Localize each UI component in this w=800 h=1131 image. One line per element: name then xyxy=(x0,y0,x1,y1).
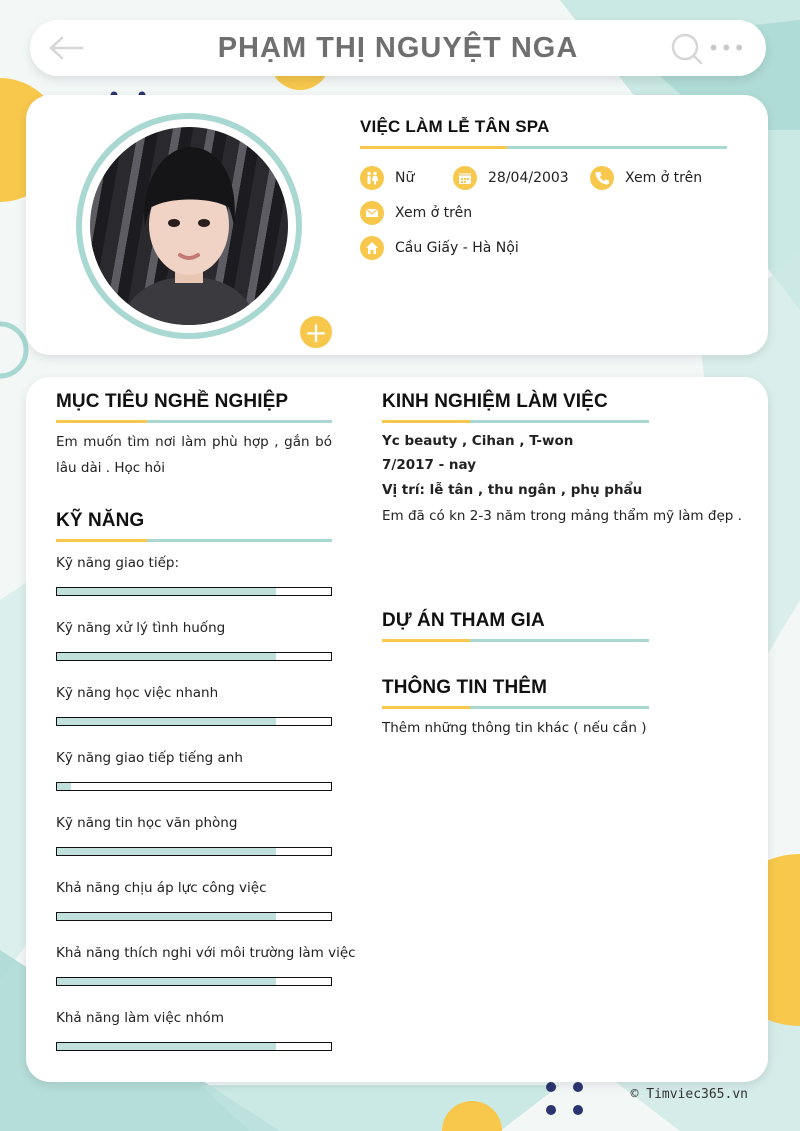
skill-level-bar xyxy=(56,977,332,986)
home-icon xyxy=(360,236,384,260)
skill-level-bar xyxy=(56,587,332,596)
address-info xyxy=(360,236,519,260)
experience-company: Yc beauty , Cihan , T-won xyxy=(382,433,574,449)
phone-info xyxy=(590,166,702,190)
skill-level-bar xyxy=(56,912,332,921)
profile-card xyxy=(26,95,768,355)
skill-level-fill xyxy=(57,848,276,855)
gender-value: Nữ xyxy=(395,170,415,186)
avatar-photo xyxy=(90,127,288,325)
avatar-frame xyxy=(76,113,328,349)
skill-label: Kỹ năng giao tiếp tiếng anh xyxy=(56,750,243,766)
job-title-underline xyxy=(360,146,727,149)
skill-level-fill xyxy=(57,978,276,985)
birthdate-info xyxy=(453,166,569,190)
skill-label: Khả năng chịu áp lực công việc xyxy=(56,880,267,896)
skill-level-bar xyxy=(56,1042,332,1051)
back-arrow-icon[interactable] xyxy=(48,34,84,62)
extra-info-underline xyxy=(382,706,649,709)
candidate-name: PHẠM THỊ NGUYỆT NGA xyxy=(217,31,579,64)
experience-underline xyxy=(382,420,649,423)
calendar-icon xyxy=(453,166,477,190)
header-bar xyxy=(30,20,766,76)
skill-level-bar xyxy=(56,847,332,856)
mail-icon xyxy=(360,201,384,225)
email-value: Xem ở trên xyxy=(395,205,473,221)
experience-title: KINH NGHIỆM LÀM VIỆC xyxy=(382,391,608,412)
projects-underline xyxy=(382,639,649,642)
skill-label: Kỹ năng xử lý tình huống xyxy=(56,620,226,636)
objective-text: Em muốn tìm nơi làm phù hợp , gắn bó lâu dài . Học hỏi xyxy=(56,434,332,476)
skill-level-fill xyxy=(57,913,276,920)
phone-icon xyxy=(590,166,614,190)
gender-icon xyxy=(360,166,384,190)
resume-main-card xyxy=(26,377,768,1082)
skill-level-bar xyxy=(56,652,332,661)
avatar xyxy=(90,127,288,325)
objective-underline xyxy=(56,420,332,423)
job-title: VIỆC LÀM LỄ TÂN SPA xyxy=(360,117,550,136)
extra-info-title: THÔNG TIN THÊM xyxy=(382,677,547,698)
skill-label: Khả năng thích nghi với môi trường làm việc xyxy=(56,945,356,961)
experience-description: Em đã có kn 2-3 năm trong mảng thẩm mỹ làm đẹp . xyxy=(382,508,742,524)
email-info xyxy=(360,201,472,225)
add-photo-button[interactable]: + xyxy=(298,314,334,350)
search-icon[interactable] xyxy=(670,32,704,66)
birthdate-value: 28/04/2003 xyxy=(488,170,569,186)
gender-info xyxy=(360,166,414,190)
skill-level-fill xyxy=(57,653,276,660)
phone-value: Xem ở trên xyxy=(625,170,703,186)
extra-info-text: Thêm những thông tin khác ( nếu cần ) xyxy=(382,720,647,736)
more-options-icon[interactable]: ••• xyxy=(707,36,746,60)
skill-level-fill xyxy=(57,718,276,725)
skill-level-bar xyxy=(56,717,332,726)
objective-title: MỤC TIÊU NGHỀ NGHIỆP xyxy=(56,391,289,412)
skill-level-fill xyxy=(57,783,71,790)
skills-underline xyxy=(56,539,332,542)
copyright-text: © Timviec365.vn xyxy=(630,1087,748,1102)
projects-title: DỰ ÁN THAM GIA xyxy=(382,610,545,631)
skills-title: KỸ NĂNG xyxy=(56,510,145,531)
skill-level-fill xyxy=(57,1043,276,1050)
skill-label: Kỹ năng học việc nhanh xyxy=(56,685,219,701)
skill-label: Kỹ năng giao tiếp: xyxy=(56,555,179,571)
address-value: Cầu Giấy - Hà Nội xyxy=(395,240,519,256)
skill-label: Kỹ năng tin học văn phòng xyxy=(56,815,238,831)
experience-position: Vị trí: lễ tân , thu ngân , phụ phẩu xyxy=(382,482,643,498)
skill-level-fill xyxy=(57,588,276,595)
experience-period: 7/2017 - nay xyxy=(382,457,477,473)
skill-level-bar xyxy=(56,782,332,791)
skill-label: Khả năng làm việc nhóm xyxy=(56,1010,224,1026)
